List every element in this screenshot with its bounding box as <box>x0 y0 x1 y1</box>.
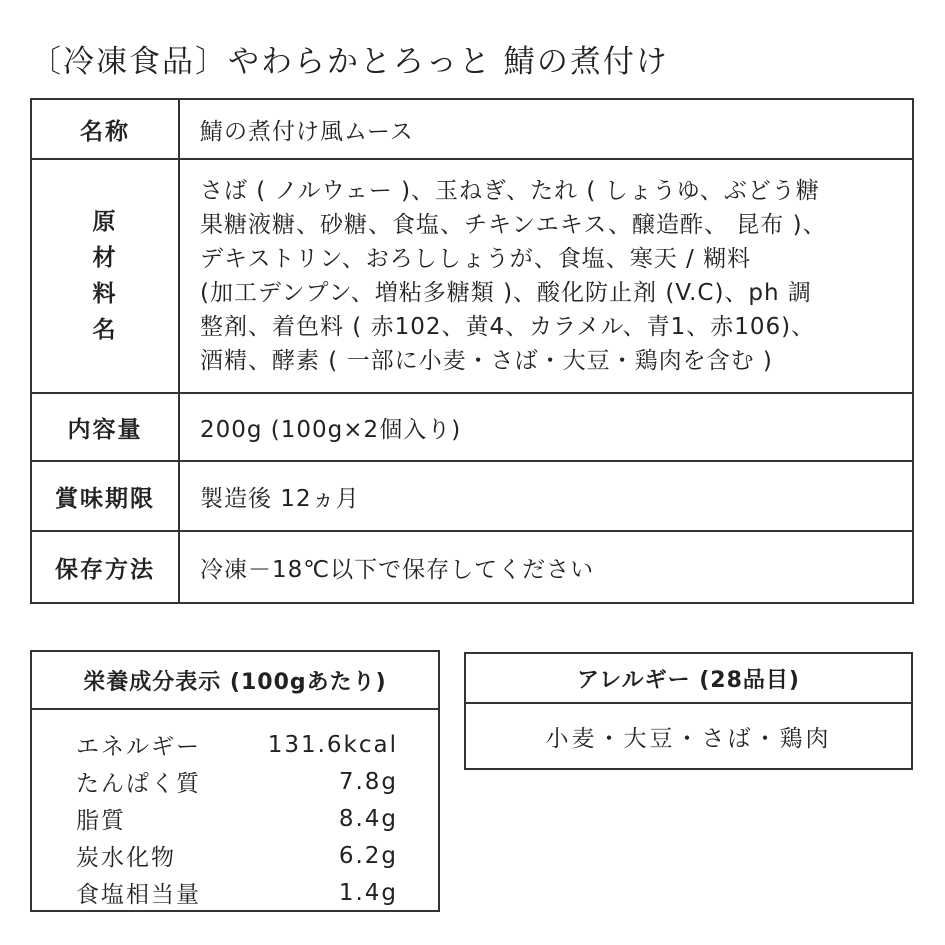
page-title: 〔冷凍食品〕やわらかとろっと 鯖の煮付け <box>30 44 669 80</box>
allergy-value: 小麦・大豆・さば・鶏肉 <box>545 725 832 752</box>
ingredients-line: 果糖液糖、砂糖、食塩、チキンエキス、醸造酢、 昆布 )、 <box>200 212 827 238</box>
nutrient-name: 食塩相当量 <box>76 882 201 908</box>
nutrient-name: エネルギー <box>76 734 201 760</box>
nutrient-value: 1.4g <box>338 879 398 906</box>
row-expiry <box>31 461 913 531</box>
ingredients-line: (加工デンプン、増粘多糖類 )、酸化防止剤 (V.C)、ph 調 <box>200 280 812 306</box>
volume-label: 内容量 <box>31 393 179 461</box>
expiry-value: 製造後 12ヵ月 <box>179 461 913 531</box>
name-value: 鯖の煮付け風ムース <box>179 99 913 159</box>
ingredients-line: 整剤、着色料 ( 赤102、黄4、カラメル、青1、赤106)、 <box>200 314 816 340</box>
row-ingredients <box>31 159 913 393</box>
nutrition-header: 栄養成分表示 (100gあたり) <box>32 652 438 710</box>
ingredients-line: 酒精、酵素 ( 一部に小麦・さば・大豆・鶏肉を含む ) <box>200 348 773 374</box>
nutrient-value: 7.8g <box>338 768 398 795</box>
expiry-label: 賞味期限 <box>31 461 179 531</box>
nutrient-value: 8.4g <box>338 805 398 832</box>
nutrition-row <box>32 874 438 911</box>
nutrition-facts-box <box>30 650 440 912</box>
row-storage <box>31 531 913 603</box>
nutrient-name: たんぱく質 <box>76 771 201 797</box>
allergy-box <box>464 652 913 770</box>
nutrition-row <box>32 726 438 763</box>
nutrition-list <box>32 710 438 911</box>
nutrition-row <box>32 837 438 874</box>
volume-value: 200g (100g×2個入り) <box>179 393 913 461</box>
allergy-header: アレルギー (28品目) <box>466 654 911 704</box>
nutrition-row <box>32 763 438 800</box>
nutrient-name: 脂質 <box>76 808 126 834</box>
row-name <box>31 99 913 159</box>
ingredients-label: 原材料名 <box>92 209 118 343</box>
nutrition-row <box>32 800 438 837</box>
nutrient-name: 炭水化物 <box>76 845 176 871</box>
ingredients-label-cell <box>31 159 179 393</box>
name-label: 名称 <box>31 99 179 159</box>
storage-label: 保存方法 <box>31 531 179 603</box>
nutrient-value: 131.6kcal <box>267 731 398 758</box>
storage-value: 冷凍－18℃以下で保存してください <box>179 531 913 603</box>
ingredients-line: デキストリン、おろししょうが、食塩、寒天 / 糊料 <box>200 246 752 272</box>
row-volume <box>31 393 913 461</box>
ingredients-line: さば ( ノルウェー )、玉ねぎ、たれ ( しょうゆ、ぶどう糖 <box>200 178 820 204</box>
product-info-table <box>30 98 914 604</box>
ingredients-value <box>179 159 913 393</box>
nutrient-value: 6.2g <box>338 842 398 869</box>
